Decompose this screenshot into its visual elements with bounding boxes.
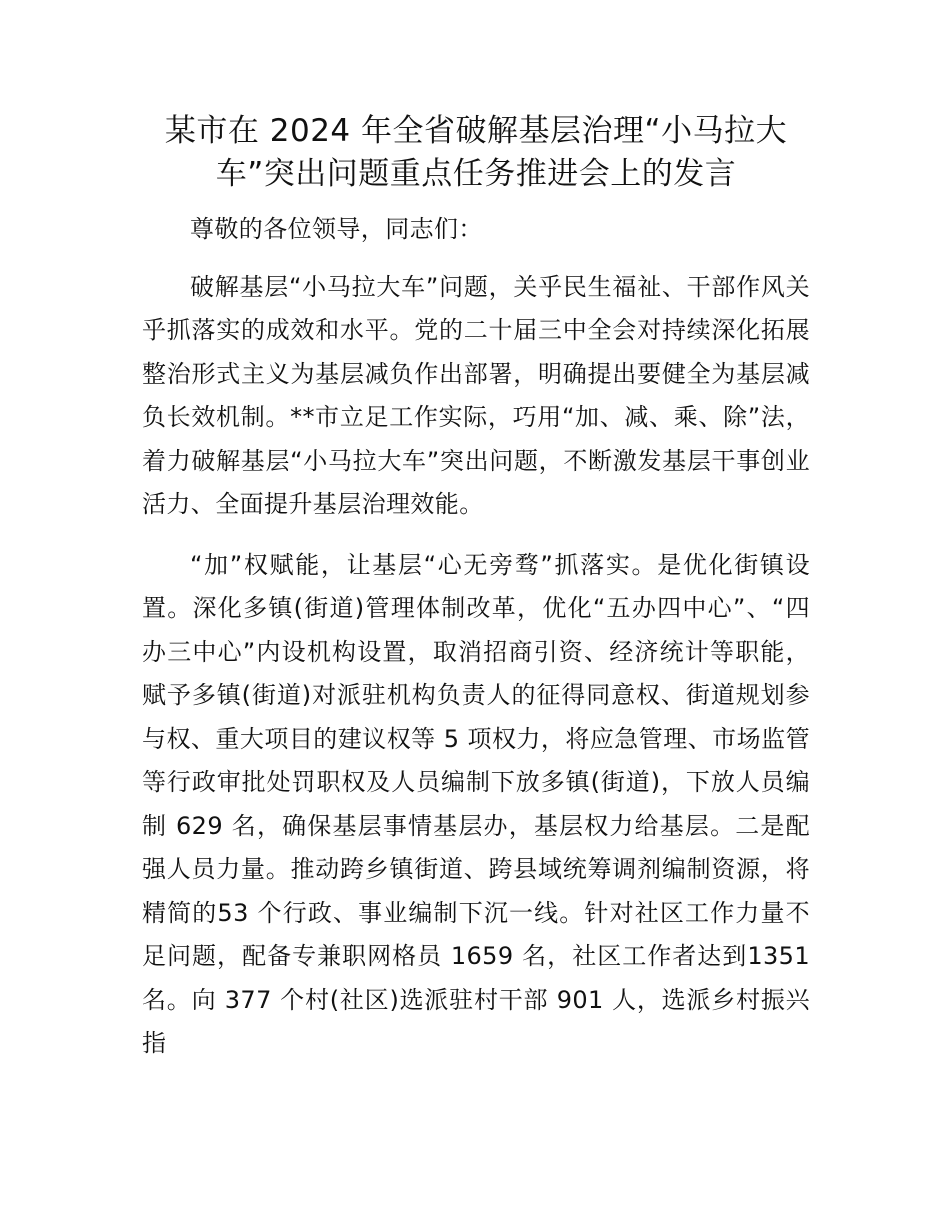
paragraph-add-empower: “加”权赋能，让基层“心无旁骛”抓落实。是优化街镇设置。深化多镇(街道)管理体制改革，优化“五办四中心”、“四办三中心”内设机构设置，取消招商引资、经济统计等职能，赋予多镇(街道)对派驻机构负责人的征得同意权、街道规划参与权、重大项目的建议权等 5 项权力，将应急管理、市场监管等行政审批处罚职权及人员编制下放多镇(街道)，下放人员编制 629 名，确保基层事情基层办，基层权力给基层。二是配强人员力量。推动跨乡镇街道、跨县域统筹调剂编制资源，将精简的53 个行政、事业编制下沉一线。针对社区工作力量不足问题，配备专兼职网格员 1659 名，社区工作者达到1351 名。向 377 个村(社区)选派驻村干部 901 人，选派乡村振兴指 [142, 550, 810, 1057]
paragraph-intro: 破解基层“小马拉大车”问题，关乎民生福祉、干部作风关乎抓落实的成效和水平。党的二十届三中全会对持续深化拓展整治形式主义为基层减负作出部署，明确提出要健全为基层减负长效机制。**市立足工作实际，巧用“加、减、乘、除”法，着力破解基层“小马拉大车”突出问题，不断激发基层干事创业活力、全面提升基层治理效能。 [142, 272, 810, 518]
document-title [102, 110, 850, 196]
salutation: 尊敬的各位领导，同志们： [190, 215, 483, 243]
title-line-2: 车”突出问题重点任务推进会上的发言 [215, 156, 737, 192]
document-page [142, 110, 810, 1066]
title-line-1: 某市在 2024 年全省破解基层治理“小马拉大 [164, 113, 788, 149]
